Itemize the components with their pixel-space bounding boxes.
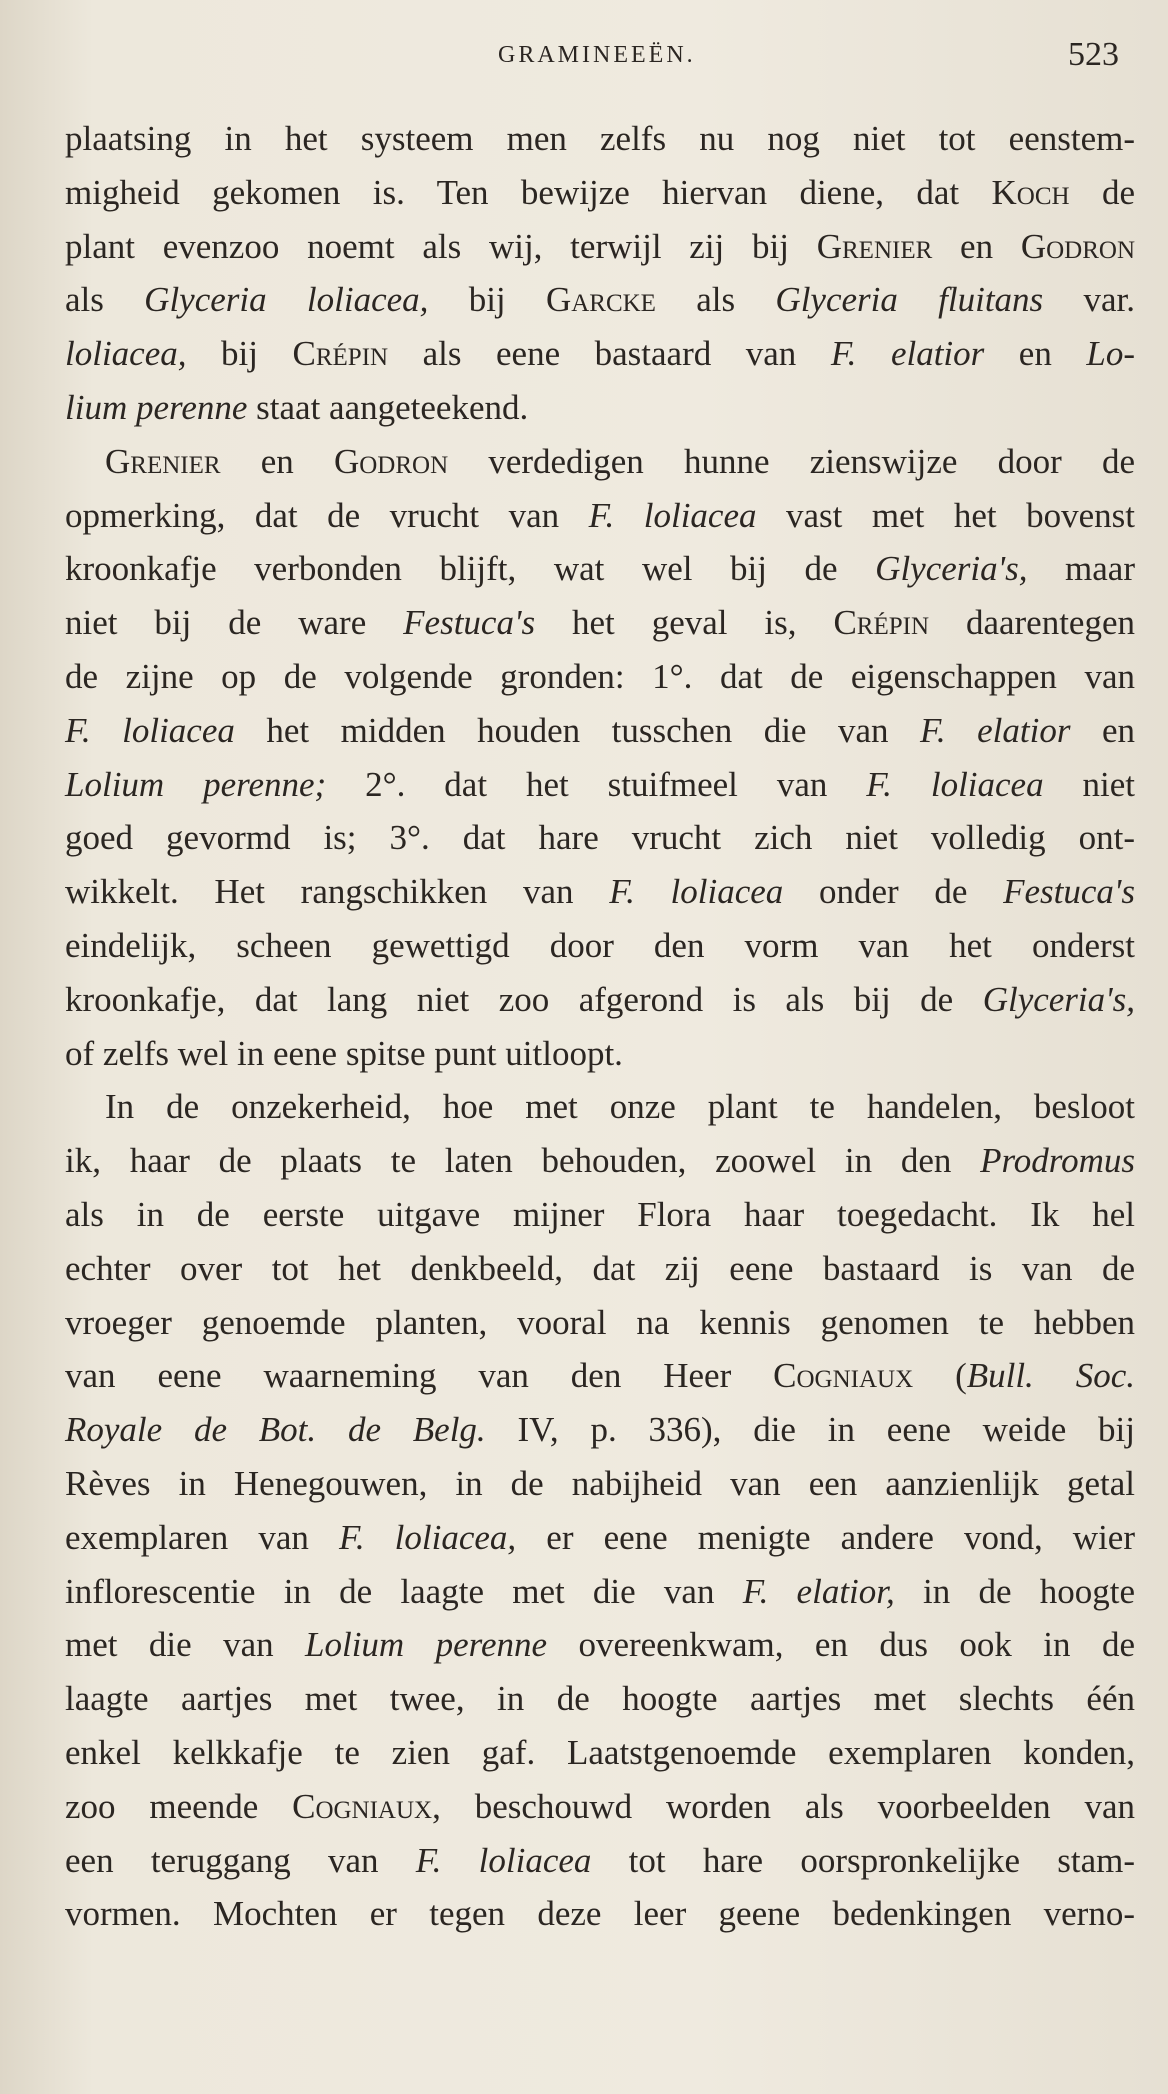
text-run: vroeger genoemde planten, vooral na kennis genomen te hebben bbox=[65, 1302, 1135, 1342]
text-line bbox=[65, 1565, 1135, 1619]
author-name: Crépin bbox=[833, 603, 930, 643]
text-run: laagte aartjes met twee, in de hoogte aartjes met slechts één bbox=[65, 1679, 1135, 1719]
text-run: de zijne op de volgende gronden: 1°. dat de eigenschappen van bbox=[65, 656, 1135, 696]
text-run: staat aangeteekend. bbox=[247, 387, 529, 427]
text-line bbox=[65, 1887, 1135, 1941]
species-name: F. loliacea, bbox=[338, 1517, 517, 1557]
species-name: F. loliacea bbox=[415, 1840, 592, 1880]
text-run: ik, haar de plaats te laten behouden, zoowel in den bbox=[65, 1141, 981, 1181]
text-run: in de hoogte bbox=[894, 1571, 1135, 1611]
text-run: plant evenzoo noemt als wij, terwijl zij bij bbox=[65, 226, 817, 266]
text-run: het midden houden tusschen die van bbox=[234, 710, 921, 750]
text-run: kroonkafje, dat lang niet zoo afgerond is als bij de bbox=[65, 979, 983, 1019]
author-name: Koch bbox=[991, 172, 1070, 212]
text-line bbox=[65, 1027, 1135, 1081]
author-name: Godron bbox=[333, 441, 449, 481]
text-run: wikkelt. Het rangschikken van bbox=[65, 872, 610, 912]
text-line bbox=[65, 220, 1135, 274]
text-run: migheid gekomen is. Ten bewijze hiervan diene, dat bbox=[65, 172, 992, 212]
text-run: er eene menigte andere vond, wier bbox=[516, 1517, 1135, 1557]
author-name: Garcke bbox=[545, 280, 656, 320]
species-name: F. elatior bbox=[830, 334, 985, 374]
text-run: het geval is, bbox=[535, 603, 834, 643]
text-run: Rèves in Henegouwen, in de nabijheid van een aanzienlijk getal bbox=[65, 1463, 1135, 1503]
text-line bbox=[65, 1672, 1135, 1726]
text-run: bij bbox=[186, 334, 293, 374]
author-name: Grenier bbox=[816, 226, 933, 266]
running-title: GRAMINEEËN. bbox=[498, 42, 696, 68]
author-name: Cogniaux bbox=[292, 1786, 433, 1826]
text-run: echter over tot het denkbeeld, dat zij eene bastaard is van de bbox=[65, 1248, 1135, 1288]
running-header bbox=[0, 36, 1168, 76]
text-run: inflorescentie in de laagte met die van bbox=[65, 1571, 743, 1611]
species-name: Festuca's bbox=[403, 603, 536, 643]
text-line bbox=[65, 1349, 1135, 1403]
body-text bbox=[65, 112, 1135, 1941]
text-line bbox=[65, 1834, 1135, 1888]
text-run: met die van bbox=[65, 1625, 306, 1665]
text-run: vast met het bovenst bbox=[756, 495, 1135, 535]
species-name: F. loliacea bbox=[588, 495, 757, 535]
text-run: niet bbox=[1043, 764, 1136, 804]
species-name: Festuca's bbox=[1003, 872, 1135, 912]
text-line bbox=[65, 1296, 1135, 1350]
text-run: als bbox=[65, 280, 145, 320]
page-number: 523 bbox=[1068, 36, 1119, 73]
author-name: Godron bbox=[1020, 226, 1135, 266]
text-line bbox=[65, 273, 1135, 327]
paragraph-start-line bbox=[65, 1080, 1135, 1134]
text-line bbox=[65, 381, 1135, 435]
text-run: als in de eerste uitgave mijner Flora haar toegedacht. Ik hel bbox=[65, 1194, 1135, 1234]
species-name: Glyceria loliacea, bbox=[144, 280, 429, 320]
text-run: of zelfs wel in eene spitse punt uitloopt. bbox=[65, 1033, 623, 1073]
text-line bbox=[65, 166, 1135, 220]
text-run: ( bbox=[913, 1356, 967, 1396]
text-run: var. bbox=[1043, 280, 1135, 320]
text-line bbox=[65, 919, 1135, 973]
text-run: zoo meende bbox=[65, 1786, 293, 1826]
journal-title: Royale de Bot. de Belg. bbox=[65, 1410, 486, 1450]
species-name: F. elatior, bbox=[742, 1571, 895, 1611]
text-run: en bbox=[984, 334, 1087, 374]
text-run: vormen. Mochten er tegen deze leer geene bedenkingen verno- bbox=[65, 1894, 1135, 1934]
text-run: daarentegen bbox=[929, 603, 1135, 643]
journal-title: Bull. Soc. bbox=[966, 1356, 1136, 1396]
text-run: niet bij de ware bbox=[65, 603, 404, 643]
text-run: en bbox=[932, 226, 1021, 266]
text-run: eindelijk, scheen gewettigd door den vorm van het onderst bbox=[65, 925, 1135, 965]
species-name: F. loliacea bbox=[65, 710, 235, 750]
text-run: en bbox=[220, 441, 334, 481]
text-run: als bbox=[655, 280, 776, 320]
species-name: F. loliacea bbox=[866, 764, 1044, 804]
text-run: verdedigen hunne zienswijze door de bbox=[448, 441, 1135, 481]
species-name: Glyceria fluitans bbox=[775, 280, 1044, 320]
text-line bbox=[65, 1457, 1135, 1511]
species-name: F. elatior bbox=[920, 710, 1071, 750]
text-run: onder de bbox=[783, 872, 1004, 912]
author-name: Grenier bbox=[105, 441, 221, 481]
text-run: van eene waarneming van den Heer bbox=[65, 1356, 774, 1396]
species-name: Lo- bbox=[1086, 334, 1135, 374]
text-run: als eene bastaard van bbox=[388, 334, 831, 374]
text-line bbox=[65, 811, 1135, 865]
text-line bbox=[65, 650, 1135, 704]
text-run: een teruggang van bbox=[65, 1840, 416, 1880]
text-run: , beschouwd worden als voorbeelden van bbox=[432, 1786, 1135, 1826]
paragraph-start-line bbox=[65, 435, 1135, 489]
species-name: loliacea, bbox=[65, 334, 187, 374]
species-name: Glyceria's, bbox=[875, 549, 1028, 589]
text-run: goed gevormd is; 3°. dat hare vrucht zich niet volledig ont- bbox=[65, 818, 1135, 858]
text-run: IV, p. 336), die in eene weide bij bbox=[485, 1410, 1136, 1450]
text-run: exemplaren van bbox=[65, 1517, 339, 1557]
species-name: lium perenne bbox=[65, 387, 248, 427]
text-run: 2°. dat het stuifmeel van bbox=[326, 764, 867, 804]
text-line bbox=[65, 1618, 1135, 1672]
text-run: de bbox=[1069, 172, 1135, 212]
text-run: In de onzekerheid, hoe met onze plant te handelen, besloot bbox=[105, 1087, 1135, 1127]
text-line bbox=[65, 1780, 1135, 1834]
text-run: bij bbox=[428, 280, 546, 320]
text-line bbox=[65, 865, 1135, 919]
text-line bbox=[65, 1726, 1135, 1780]
text-line bbox=[65, 1188, 1135, 1242]
text-line bbox=[65, 489, 1135, 543]
species-name: Lolium perenne bbox=[305, 1625, 548, 1665]
species-name: F. loliacea bbox=[609, 872, 784, 912]
author-name: Crépin bbox=[292, 334, 389, 374]
text-line bbox=[65, 1134, 1135, 1188]
text-line bbox=[65, 112, 1135, 166]
text-run: kroonkafje verbonden blijft, wat wel bij de bbox=[65, 549, 876, 589]
text-line bbox=[65, 327, 1135, 381]
text-line bbox=[65, 973, 1135, 1027]
book-title: Prodromus bbox=[980, 1141, 1135, 1181]
text-line bbox=[65, 542, 1135, 596]
text-line bbox=[65, 1242, 1135, 1296]
text-line bbox=[65, 596, 1135, 650]
text-run: maar bbox=[1027, 549, 1136, 589]
species-name: Glyceria's, bbox=[982, 979, 1135, 1019]
author-name: Cogniaux bbox=[773, 1356, 914, 1396]
text-run: en bbox=[1070, 710, 1136, 750]
text-line bbox=[65, 1511, 1135, 1565]
text-run: enkel kelkkafje te zien gaf. Laatstgenoemde exemplaren konden, bbox=[65, 1732, 1135, 1772]
text-run: opmerking, dat de vrucht van bbox=[65, 495, 589, 535]
text-line bbox=[65, 758, 1135, 812]
species-name: Lolium perenne; bbox=[65, 764, 327, 804]
text-run: plaatsing in het systeem men zelfs nu nog niet tot eenstem- bbox=[65, 119, 1135, 158]
text-run: tot hare oorspronkelijke stam- bbox=[591, 1840, 1135, 1880]
text-line bbox=[65, 704, 1135, 758]
text-run: overeenkwam, en dus ook in de bbox=[547, 1625, 1135, 1665]
text-line bbox=[65, 1403, 1135, 1457]
